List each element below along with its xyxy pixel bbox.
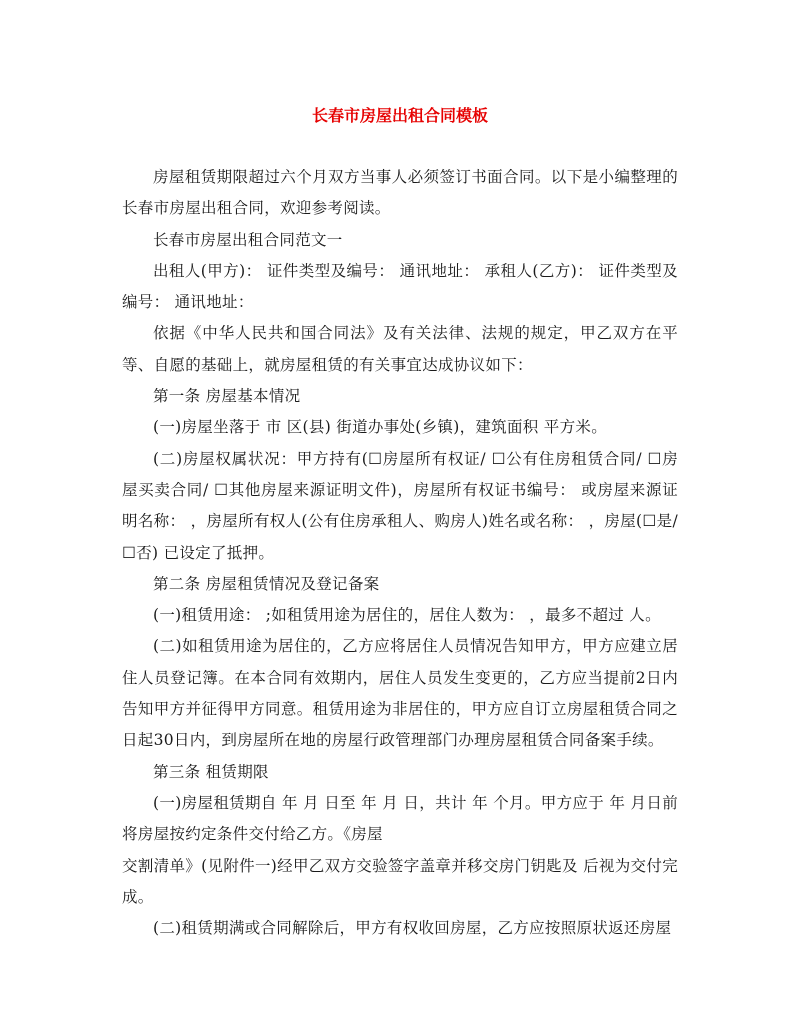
paragraph: 房屋租赁期限超过六个月双方当事人必须签订书面合同。以下是小编整理的长春市房屋出租合同，欢迎参考阅读。 xyxy=(122,168,678,218)
article-heading: 第三条 租赁期限 xyxy=(153,762,269,781)
document-body xyxy=(122,162,678,944)
section-heading: 长春市房屋出租合同范文一 xyxy=(153,230,343,249)
paragraph: 依据《中华人民共和国合同法》及有关法律、法规的规定，甲乙双方在平等、自愿的基础上，就房屋租赁的有关事宜达成协议如下： xyxy=(122,324,678,374)
paragraph: (一)房屋坐落于 市 区(县) 街道办事处(乡镇)，建筑面积 平方米。 xyxy=(153,418,607,437)
article-heading: 第一条 房屋基本情况 xyxy=(153,387,301,406)
paragraph: 交割清单》(见附件一)经甲乙双方交验签字盖章并移交房门钥匙及 后视为交付完成。 xyxy=(122,856,678,906)
paragraph: (二)房屋权属状况：甲方持有(☐房屋所有权证/ ☐公有住房租赁合同/ ☐房屋买卖合同/ ☐其他房屋来源证明文件)，房屋所有权证书编号： 或房屋来源证明名称： ，房屋所有权人(公有住房承租人、购房人)姓名或名称： ，房屋(☐是/ ☐否) 已设定了抵押。 xyxy=(122,449,678,562)
article-heading: 第二条 房屋租赁情况及登记备案 xyxy=(153,574,380,593)
paragraph: 出租人(甲方)： 证件类型及编号： 通讯地址： 承租人(乙方)： 证件类型及编号： 通讯地址： xyxy=(122,261,678,312)
paragraph: (一)房屋租赁期自 年 月 日至 年 月 日，共计 年 个月。甲方应于 年 月日前将房屋按约定条件交付给乙方。《房屋 xyxy=(122,793,678,844)
paragraph: (二)租赁期满或合同解除后，甲方有权收回房屋，乙方应按照原状返还房屋 xyxy=(153,919,672,938)
document-title: 长春市房屋出租合同模板 xyxy=(311,106,488,125)
paragraph: (一)租赁用途： ;如租赁用途为居住的，居住人数为： ，最多不超过 人。 xyxy=(153,606,661,625)
paragraph: (二)如租赁用途为居住的，乙方应将居住人员情况告知甲方，甲方应建立居住人员登记簿。在本合同有效期内，居住人员发生变更的，乙方应当提前2日内告知甲方并征得甲方同意。租赁用途为非居住的，甲方应自订立房屋租赁合同之日起30日内，到房屋所在地的房屋行政管理部门办理房屋租赁合同备案手续。 xyxy=(122,637,678,750)
